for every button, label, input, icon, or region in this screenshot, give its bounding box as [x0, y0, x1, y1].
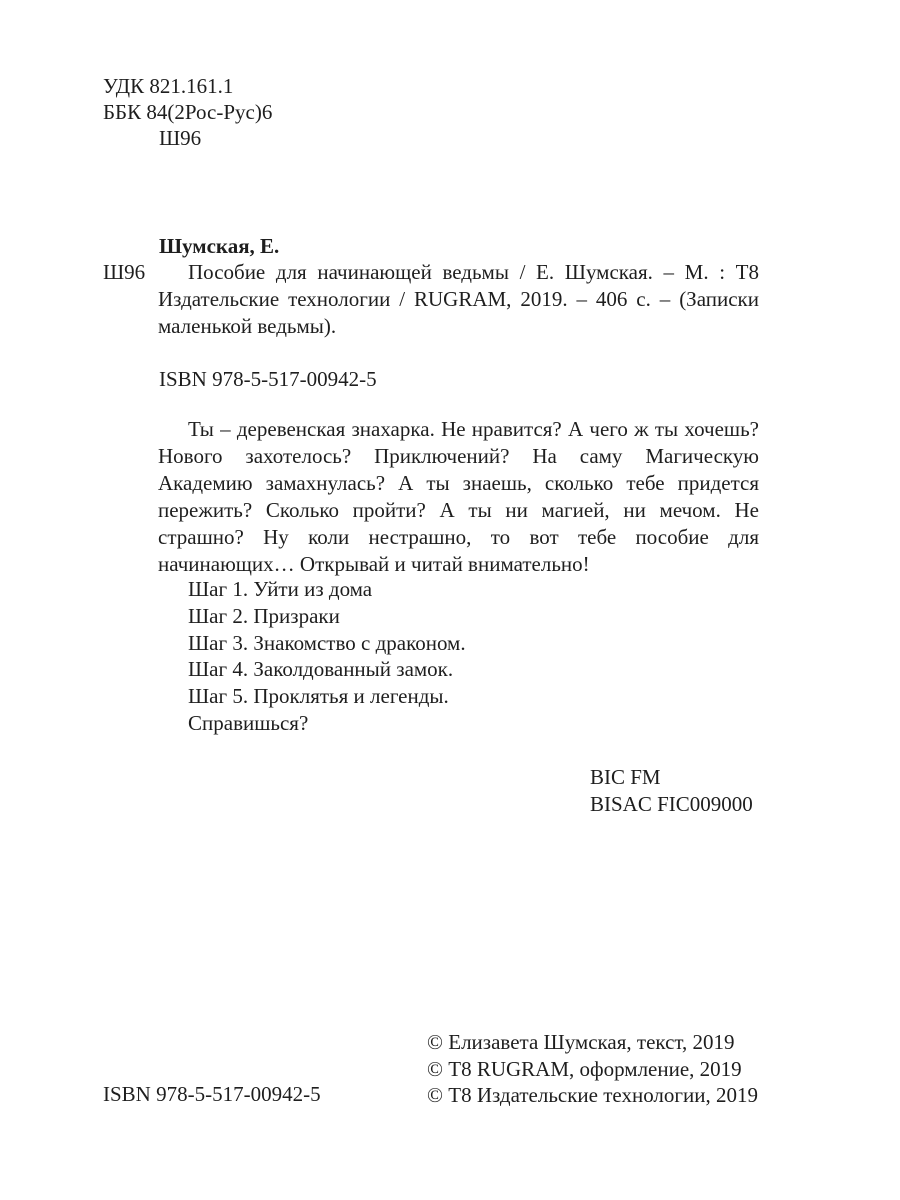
bibliographic-description [158, 259, 759, 340]
record-author-sign: Ш96 [103, 260, 146, 284]
bisac-code: BISAC FIC009000 [590, 792, 753, 816]
author-sign: Ш96 [159, 126, 202, 150]
copyright-text: © Елизавета Шумская, текст, 2019 [427, 1030, 735, 1054]
list-item: Шаг 3. Знакомство с драконом. [188, 630, 466, 655]
copyright-design: © Т8 RUGRAM, оформление, 2019 [427, 1056, 742, 1081]
bic-code: BIC FM [590, 765, 661, 789]
isbn-footer: ISBN 978-5-517-00942-5 [103, 1082, 321, 1106]
list-item: Шаг 1. Уйти из дома [188, 577, 373, 601]
copyright-block [427, 1029, 758, 1109]
copyright-publisher: © Т8 Издательские технологии, 2019 [427, 1083, 758, 1107]
description-line-2: Издательские технологии / RUGRAM, 2019. – 406 с. – (Записки маленькой ведьмы). [158, 287, 759, 338]
author-heading: Шумская, Е. [159, 234, 280, 258]
udk-code: УДК 821.161.1 [103, 74, 234, 98]
list-item: Шаг 5. Проклятья и легенды. [188, 684, 449, 709]
list-item: Шаг 4. Заколдованный замок. [188, 657, 454, 682]
bbk-code: ББК 84(2Рос-Рус)6 [103, 100, 273, 124]
isbn-record: ISBN 978-5-517-00942-5 [159, 367, 377, 391]
steps-list [188, 576, 466, 737]
description-line-1: Пособие для начинающей ведьмы / Е. Шумская. – М. : Т8 [188, 260, 759, 284]
list-item: Шаг 2. Призраки [188, 603, 340, 628]
annotation-paragraph: Ты – деревенская знахарка. Не нравится? А чего ж ты хочешь? Нового захотелось? Приключений? На саму Магическую Академию замахнулась? А ты знаешь, сколько тебе придется пережить? Сколько пройти? А ты ни магией, ни мечом. Не страшно? Ну коли нестрашно, то вот тебе пособие для начинающих… Открывай и читай внимательно! [158, 417, 759, 576]
list-item: Справишься? [188, 710, 309, 735]
